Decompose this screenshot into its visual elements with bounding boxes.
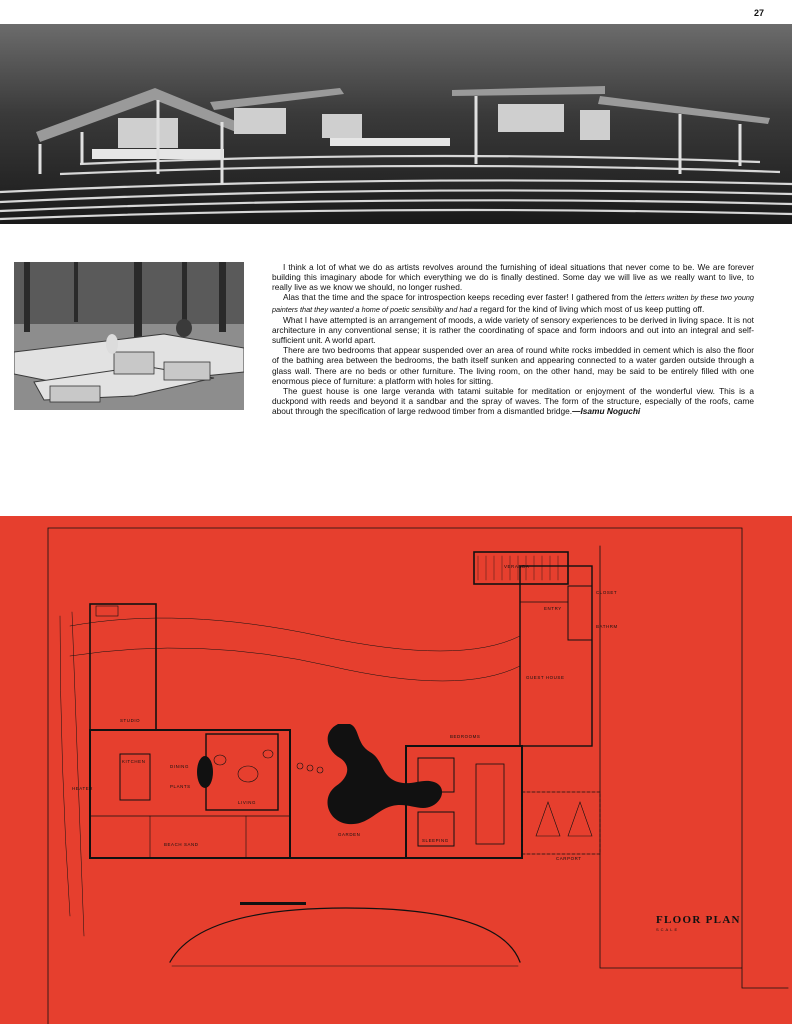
label-carport: CARPORT [556, 856, 582, 861]
carport-outline [522, 792, 600, 854]
living-room-outline [206, 734, 278, 810]
label-entry: ENTRY [544, 606, 562, 611]
essay-paragraph-4: There are two bedrooms that appear suspended over an area of round white rocks imbedded in cement which is also the floor of the bathing area between the bedrooms, the bath itself sunken and appearing connected to a water garden outside through a glass wall. There are no beds or other furniture. The living room, on the other hand, may be said to be entirely filled with one enormous piece of furniture: a platform with holes for sitting. [272, 345, 754, 386]
guest-house-outline [520, 566, 592, 746]
page-number: 27 [753, 8, 764, 18]
label-dining: DINING [170, 764, 189, 769]
garden-sculpture [327, 724, 442, 824]
essay-paragraph-5 [272, 386, 754, 416]
label-beach-sand: BEACH SAND [164, 842, 199, 847]
site-photo [14, 262, 244, 410]
essay-paragraph-1: I think a lot of what we do as artists revolves around the furnishing of ideal situations that never come to be. We are forever building this imaginary abode for which everything we do is finally destined. Some day we will live as we really want to live, to really live as we know we should, no longer rushed. [272, 262, 754, 293]
label-bathrm: BATHRM [596, 624, 618, 629]
label-kitchen: KITCHEN [122, 759, 146, 764]
essay-paragraph-2 [272, 292, 754, 314]
label-sleeping: SLEEPING [422, 838, 449, 843]
label-studio: STUDIO [120, 718, 141, 723]
essay-signature: —Isamu Noguchi [572, 406, 641, 417]
label-garden: GARDEN [338, 832, 361, 837]
label-heater: HEATER [72, 786, 94, 791]
essay-paragraph-2-end: regard for the kind of living which most of us keep putting off. [480, 303, 705, 314]
model-photo [0, 24, 792, 224]
label-living: LIVING [238, 800, 256, 805]
label-plants: PLANTS [170, 784, 191, 789]
floor-plan-drawing [0, 516, 792, 1024]
essay-paragraph-5-text: The guest house is one large veranda with tatami suitable for meditation or enjoyment of the wonderful view. This is a duckpond with reeds and beyond it a sandbar and the spray of waves. The form of the structure, especially of the roofs, came about through the specification of large redwood timber from a dismantled bridge. [272, 385, 754, 417]
label-bedrooms: BEDROOMS [450, 734, 481, 739]
label-guest-house: GUEST HOUSE [526, 675, 565, 680]
floor-plan [0, 516, 792, 1024]
floor-plan-title: FLOOR PLAN [656, 914, 741, 926]
essay-paragraph-2-start: Alas that the time and the space for introspection keeps receding ever faster! I gathered from the [283, 292, 643, 303]
floor-plan-scale: SCALE [656, 927, 680, 932]
studio-outline [90, 604, 156, 730]
essay-text [272, 262, 754, 416]
essay-paragraph-3: What I have attempted is an arrangement of moods, a wide variety of sensory experiences to be derived in living space. It is not architecture in any conventional sense; it is rather the coordinating of space and form indoors and out into an integral and self-sufficient unit. A world apart. [272, 314, 754, 346]
label-closet: CLOSET [596, 590, 618, 595]
label-veranda: VERANDA [504, 564, 530, 569]
essay-paragraph-2-letters: letters written by these two young painters that they wanted a home of poetic sensibility and had a [272, 293, 754, 314]
